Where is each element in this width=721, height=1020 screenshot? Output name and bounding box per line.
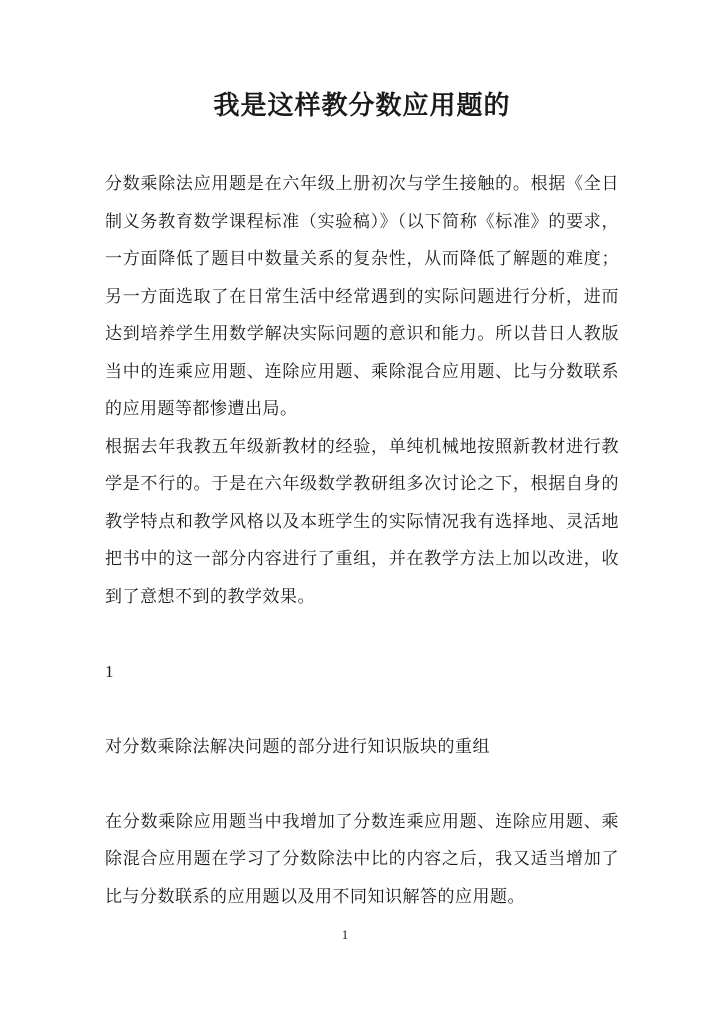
- paragraph-experience: 根据去年我教五年级新教材的经验，单纯机械地按照新教材进行教学是不行的。于是在六年级数学教研组多次讨论之下，根据自身的教学特点和教学风格以及本班学生的实际情况我有选择地、灵活地把书中的这一部分内容进行了重组，并在教学方法上加以改进，收到了意想不到的教学效果。: [105, 436, 619, 606]
- paragraph-intro: 分数乘除法应用题是在六年级上册初次与学生接触的。根据《全日制义务教育数学课程标准（实验稿）》（以下简称《标准》的要求，一方面降低了题目中数量关系的复杂性，从而降低了解题的难度；另一方面选取了在日常生活中经常遇到的实际问题进行分析，进而达到培养学生用数学解决实际问题的意识和能力。所以昔日人教版当中的连乘应用题、连除应用题、乘除混合应用题、比与分数联系的应用题等都惨遭出局。: [105, 174, 619, 418]
- page-title: 我是这样教分数应用题的: [213, 91, 511, 120]
- page-number: 1: [341, 927, 349, 942]
- document-content: [105, 86, 619, 915]
- paragraph-section-body: 在分数乘除应用题当中我增加了分数连乘应用题、连除应用题、乘除混合应用题在学习了分数除法中比的内容之后，我又适当增加了比与分数联系的应用题以及用不同知识解答的应用题。: [105, 811, 619, 906]
- section-number: 1: [105, 661, 114, 681]
- section-heading: 对分数乘除法解决问题的部分进行知识版块的重组: [105, 736, 490, 756]
